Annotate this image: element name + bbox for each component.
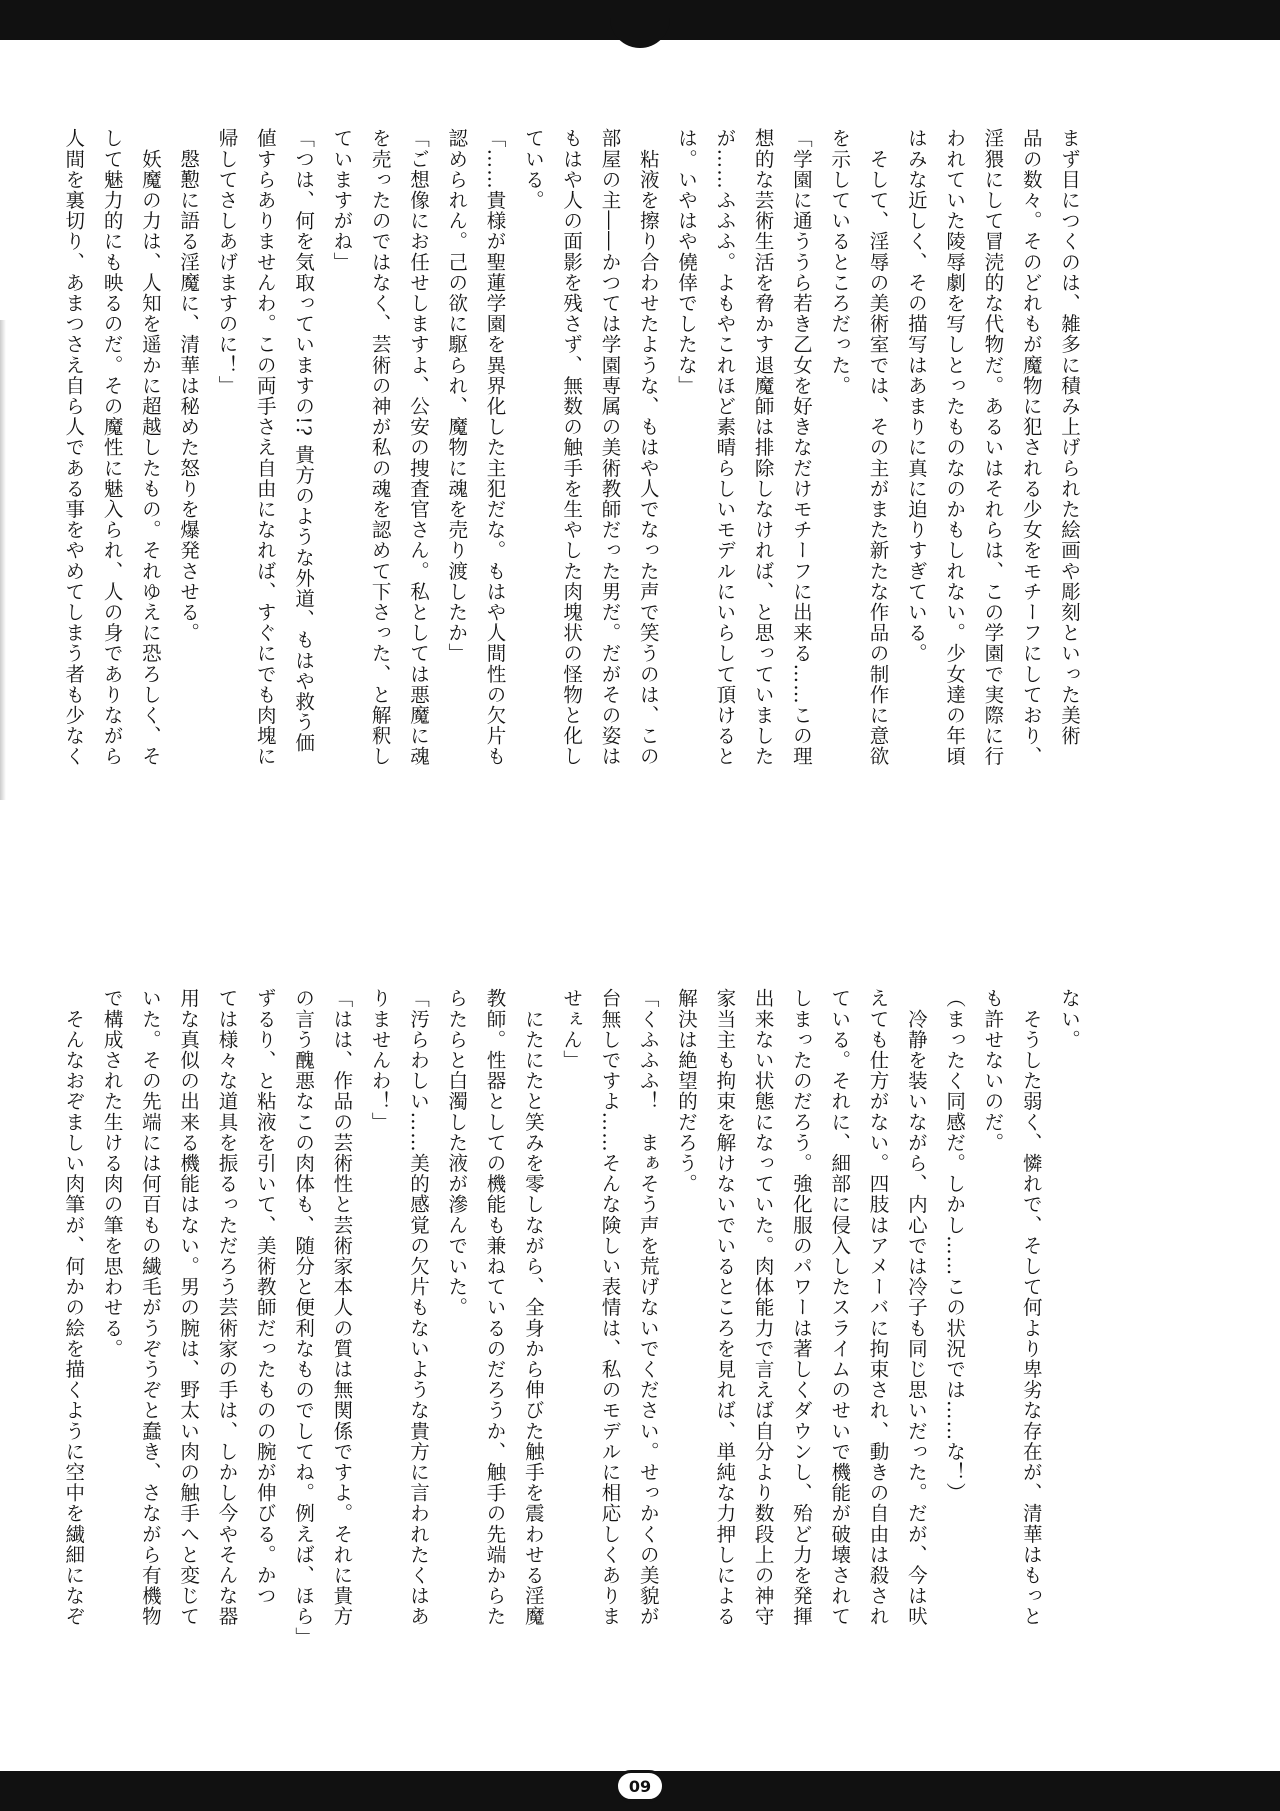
- page-number: 09: [615, 1770, 665, 1802]
- top-border-tab: [610, 18, 670, 48]
- lower-text-block: ない。 そうした弱く、憐れで、そして何より卑劣な存在が、清華はもっと も許せないのだ。 （まったく同感だ。しかし……この状況では……な！） 冷静を装いながら、内心では冷子も同じ思いだった。だが、今は吠 えても仕方がない。四肢はアメーバに拘束され、動きの自由は殺され ている。それに、細部に侵入したスライムのせいで機能が破壊されて しまったのだろう。強化服のパワーは著しくダウンし、殆ど力を発揮 出来ない状態になっていた。肉体能力で言えば自分より数段上の神守 家当主も拘束を解けないでいるところを見れば、単純な力押しによる 解決は絶望的だろう。 「くふふふ！ まぁそう声を荒げないでください。せっかくの美貌が 台無しですよ……そんな険しい表情は、私のモデルに相応しくありま せぇん」 にたにたと笑みを零しながら、全身から伸びた触手を震わせる淫魔 教師。性器としての機能も兼ねているのだろうか、触手の先端からた らたらと白濁した液が滲んでいた。 「汚らわしい……美的感覚の欠片もないような貴方に言われたくはあ りませんわ！」 「はは、作品の芸術性と芸術家本人の質は無関係ですよ。それに貴方 の言う醜悪なこの肉体も、随分と便利なものでしてね。例えば、ほら」 ずるり、と粘液を引いて、美術教師だったものの腕が伸びる。かつ ては様々な道具を振るっただろう芸術家の手は、しかし今やそんな器 用な真似の出来る機能はない。男の腕は、野太い肉の触手へと変じて いた。その先端には何百もの繊毛がうぞうぞと蠢き、さながら有機物 で構成された生ける肉の筆を思わせる。 そんなおぞましい肉筆が、何かの絵を描くように空中を繊細になぞ: [62, 988, 1081, 1648]
- upper-text-block: まず目につくのは、雑多に積み上げられた絵画や彫刻といった美術 品の数々。そのどれもが魔物に犯される少女をモチーフにしており、 淫猥にして冒涜的な代物だ。あるいはそれらは、この学園で実際に行 われていた陵辱劇を写しとったものなのかもしれない。少女達の年頃 はみな近しく、その描写はあまりに真に迫りすぎている。 そして、淫辱の美術室では、その主がまた新たな作品の制作に意欲 を示しているところだった。 「学園に通ううら若き乙女を好きなだけモチーフに出来る……この理 想的な芸術生活を脅かす退魔師は排除しなければ、と思っていました が……ふふふ。よもやこれほど素晴らしいモデルにいらして頂けると は。いやはや僥倖でしたな」 粘液を擦り合わせたような、もはや人でなった声で笑うのは、この 部屋の主――かつては学園専属の美術教師だった男だ。だがその姿は もはや人の面影を残さず、無数の触手を生やした肉塊状の怪物と化し ている。 「……貴様が聖蓮学園を異界化した主犯だな。もはや人間性の欠片も 認められん。己の欲に駆られ、魔物に魂を売り渡したか」 「ご想像にお任せしますよ、公安の捜査官さん。私としては悪魔に魂 を売ったのではなく、芸術の神が私の魂を認めて下さった、と解釈し ていますがね」 「つは、何を気取っていますの!? 貴方のような外道、もはや救う価 値すらありませんわ。この両手さえ自由になれば、すぐにでも肉塊に 帰してさしあげますのに！」 慇懃に語る淫魔に、清華は秘めた怒りを爆発させる。 妖魔の力は、人知を遥かに超越したもの。それゆえに恐ろしく、そ して魅力的にも映るのだ。その魔性に魅入られ、人の身でありながら 人間を裏切り、あまつさえ自ら人である事をやめてしまう者も少なく: [62, 128, 1081, 767]
- page-edge-shadow: [0, 320, 6, 800]
